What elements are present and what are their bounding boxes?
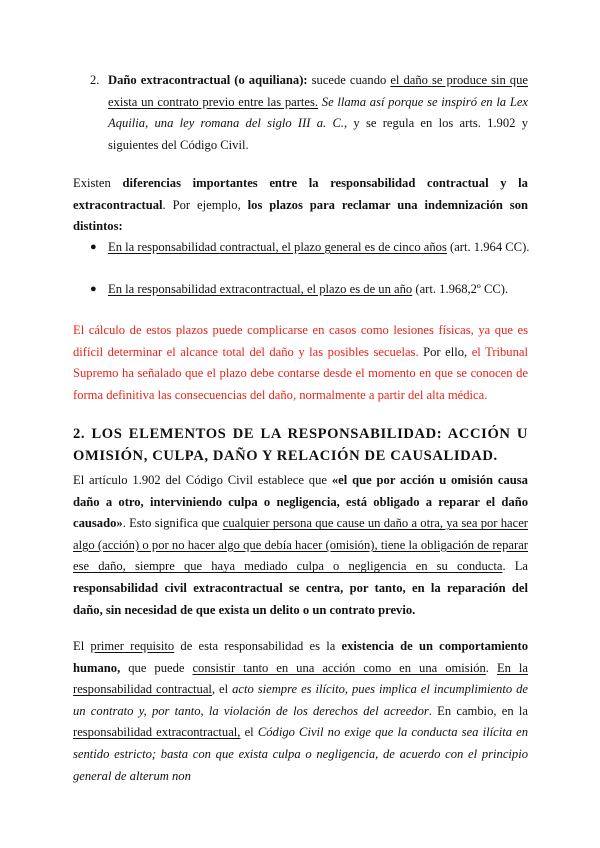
bullet-icon: ● [90, 283, 97, 295]
bullet-item-extracontractual: ● En la responsabilidad extracontractual, el plazo es de un año (art. 1.968,2º CC). [90, 279, 530, 301]
bullet-icon: ● [90, 241, 97, 253]
paragraph-diferencias: Existen diferencias importantes entre la responsabilidad contractual y la extracontractual. Por ejemplo, los plazos para reclamar una indemnización son distintos: [73, 176, 528, 234]
paragraph-calculo-plazos: El cálculo de estos plazos puede complicarse en casos como lesiones físicas, ya que es difícil determinar el alcance total del daño y las posibles secuelas. Por ello, el Tribunal Supremo ha señalado que el plazo debe contarse desde el momento en que se conocen de forma definitiva las consecuencias del daño, normalmente a partir del alta médica. [73, 323, 528, 402]
bullet-item-contractual: ● En la responsabilidad contractual, el plazo general es de cinco años (art. 1.964 CC). [90, 237, 530, 259]
list-item-extracontractual [90, 70, 528, 156]
list-item-text: Daño extracontractual (o aquiliana): sucede cuando el daño se produce sin que exista un contrato previo entre las partes. Se llama así porque se inspiró en la Lex Aquilia, una ley romana del siglo III a. C., y se regula en los arts. 1.902 y siguientes del Código Civil. [108, 73, 529, 152]
list-number: 2. [90, 73, 100, 87]
term-bold: Daño extracontractual (o aquiliana): [108, 73, 308, 87]
paragraph-primer-requisito: El primer requisito de esta responsabilidad es la existencia de un comportamiento humano, que puede consistir tanto en una acción como en una omisión. En la responsabilidad contractual, el acto siempre es ilícito, pues implica el incumplimiento de un contrato y, por tanto, la violación de los derechos del acreedor. En cambio, en la responsabilidad extracontractual, el Código Civil no exige que la conducta sea ilícita en sentido estricto; basta con que exista culpa o negligencia, de acuerdo con el principio general de alterum non [73, 639, 529, 783]
section-heading: 2. LOS ELEMENTOS DE LA RESPONSABILIDAD: ACCIÓN U OMISIÓN, CULPA, DAÑO Y RELACIÓN DE CAUSALIDAD. [73, 426, 528, 464]
paragraph-articulo-1902: El artículo 1.902 del Código Civil establece que «el que por acción u omisión causa daño a otro, interviniendo culpa o negligencia, está obligado a reparar el daño causado». Esto significa que cualquier persona que cause un daño a otra, ya sea por hacer algo (acción) o por no hacer algo que debía hacer (omisión), tiene la obligación de reparar ese daño, siempre que haya mediado culpa o negligencia en su conducta. La responsabilidad civil extracontractual se centra, por tanto, en la reparación del daño, sin necesidad de que exista un delito o un contrato previo. [73, 473, 528, 617]
